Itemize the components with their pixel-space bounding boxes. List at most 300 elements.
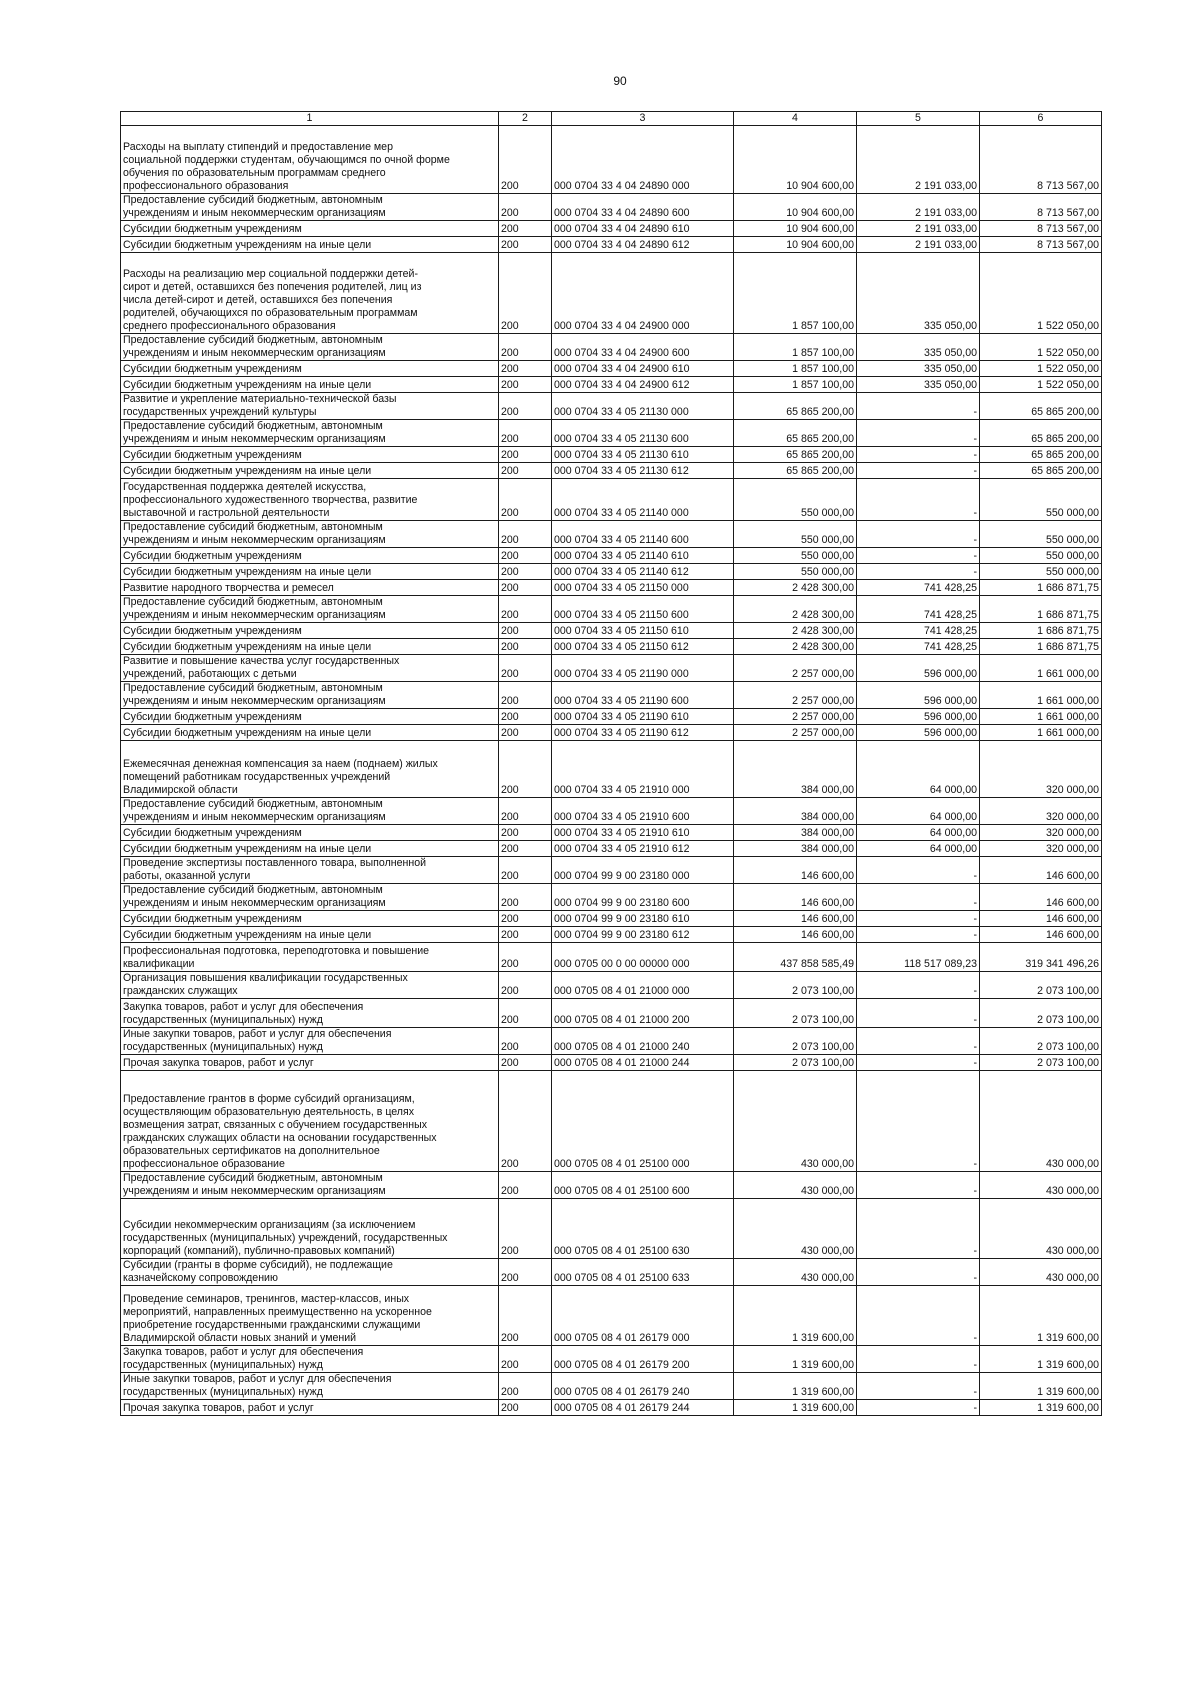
row-value-remaining: 1 319 600,00: [980, 1373, 1102, 1400]
row-value-executed: 2 191 033,00: [857, 237, 980, 253]
row-value-executed: 64 000,00: [857, 798, 980, 825]
table-row: [121, 1028, 1102, 1055]
row-kbk: 000 0704 33 4 05 21190 612: [552, 725, 734, 741]
row-kbk: 000 0704 33 4 05 21130 000: [552, 393, 734, 420]
row-value-executed: -: [857, 1373, 980, 1400]
row-code: 200: [499, 825, 552, 841]
row-kbk: 000 0705 08 4 01 21000 244: [552, 1055, 734, 1071]
row-kbk: 000 0704 33 4 05 21140 610: [552, 548, 734, 564]
row-name: Предоставление субсидий бюджетным, автономным учреждениям и иным некоммерческим организациям: [121, 521, 499, 548]
row-name: Субсидии бюджетным учреждениям: [121, 825, 499, 841]
table-row: [121, 580, 1102, 596]
row-kbk: 000 0704 33 4 05 21140 600: [552, 521, 734, 548]
row-kbk: 000 0704 33 4 05 21190 000: [552, 655, 734, 682]
column-header: 1: [121, 112, 499, 126]
row-code: 200: [499, 841, 552, 857]
row-value-remaining: 65 865 200,00: [980, 393, 1102, 420]
row-code: 200: [499, 741, 552, 798]
column-header: 6: [980, 112, 1102, 126]
row-value-executed: 335 050,00: [857, 253, 980, 334]
row-code: 200: [499, 1346, 552, 1373]
row-value-approved: 430 000,00: [734, 1172, 857, 1199]
row-value-approved: 146 600,00: [734, 884, 857, 911]
row-name: Профессиональная подготовка, переподготовка и повышение квалификации: [121, 943, 499, 972]
row-value-remaining: 550 000,00: [980, 479, 1102, 521]
row-value-executed: 596 000,00: [857, 725, 980, 741]
row-code: 200: [499, 479, 552, 521]
row-value-executed: 741 428,25: [857, 596, 980, 623]
row-name: Субсидии бюджетным учреждениям на иные цели: [121, 841, 499, 857]
row-code: 200: [499, 393, 552, 420]
row-value-executed: 2 191 033,00: [857, 194, 980, 221]
row-code: 200: [499, 798, 552, 825]
row-value-executed: -: [857, 1199, 980, 1259]
row-value-executed: -: [857, 479, 980, 521]
row-value-executed: -: [857, 1259, 980, 1286]
row-value-remaining: 146 600,00: [980, 927, 1102, 943]
row-value-approved: 384 000,00: [734, 741, 857, 798]
table-row: [121, 420, 1102, 447]
row-value-remaining: 319 341 496,26: [980, 943, 1102, 972]
row-value-remaining: 8 713 567,00: [980, 237, 1102, 253]
row-value-approved: 2 073 100,00: [734, 999, 857, 1028]
row-code: 200: [499, 447, 552, 463]
row-value-approved: 1 319 600,00: [734, 1286, 857, 1346]
row-name: Субсидии (гранты в форме субсидий), не подлежащие казначейскому сопровождению: [121, 1259, 499, 1286]
row-name: Расходы на реализацию мер социальной поддержки детей- сирот и детей, оставшихся без попечения родителей, лиц из числа детей-сирот и детей, оставшихся без попечения родителей, обучающихся по образовательным программам среднего профессионального образования: [121, 253, 499, 334]
row-value-approved: 384 000,00: [734, 841, 857, 857]
row-value-approved: 550 000,00: [734, 479, 857, 521]
row-code: 200: [499, 884, 552, 911]
row-kbk: 000 0705 08 4 01 21000 000: [552, 972, 734, 999]
row-value-executed: 335 050,00: [857, 334, 980, 361]
row-code: 200: [499, 237, 552, 253]
row-kbk: 000 0704 99 9 00 23180 000: [552, 857, 734, 884]
row-value-remaining: 320 000,00: [980, 798, 1102, 825]
row-name: Субсидии бюджетным учреждениям на иные цели: [121, 237, 499, 253]
row-value-approved: 1 857 100,00: [734, 361, 857, 377]
row-name: Предоставление субсидий бюджетным, автономным учреждениям и иным некоммерческим организациям: [121, 1172, 499, 1199]
header-row: [121, 112, 1102, 126]
row-value-executed: 64 000,00: [857, 741, 980, 798]
row-kbk: 000 0704 33 4 05 21910 000: [552, 741, 734, 798]
row-kbk: 000 0704 33 4 04 24900 000: [552, 253, 734, 334]
row-code: 200: [499, 221, 552, 237]
row-kbk: 000 0704 33 4 05 21140 612: [552, 564, 734, 580]
row-name: Субсидии бюджетным учреждениям: [121, 447, 499, 463]
row-name: Субсидии бюджетным учреждениям на иные цели: [121, 564, 499, 580]
row-code: 200: [499, 725, 552, 741]
row-value-executed: -: [857, 447, 980, 463]
row-name: Проведение экспертизы поставленного товара, выполненной работы, оказанной услуги: [121, 857, 499, 884]
row-value-approved: 65 865 200,00: [734, 463, 857, 479]
row-name: Государственная поддержка деятелей искусства, профессионального художественного творчества, развитие выставочной и гастрольной деятельности: [121, 479, 499, 521]
row-kbk: 000 0704 33 4 05 21190 600: [552, 682, 734, 709]
row-kbk: 000 0704 33 4 05 21910 610: [552, 825, 734, 841]
row-value-executed: 741 428,25: [857, 580, 980, 596]
row-kbk: 000 0705 08 4 01 21000 240: [552, 1028, 734, 1055]
row-code: 200: [499, 580, 552, 596]
row-value-remaining: 2 073 100,00: [980, 972, 1102, 999]
row-value-approved: 2 428 300,00: [734, 623, 857, 639]
row-name: Субсидии бюджетным учреждениям на иные цели: [121, 463, 499, 479]
row-kbk: 000 0704 33 4 04 24890 600: [552, 194, 734, 221]
row-kbk: 000 0704 99 9 00 23180 612: [552, 927, 734, 943]
row-code: 200: [499, 927, 552, 943]
row-code: 200: [499, 463, 552, 479]
row-value-remaining: 1 522 050,00: [980, 334, 1102, 361]
row-value-approved: 430 000,00: [734, 1071, 857, 1172]
row-code: 200: [499, 857, 552, 884]
row-name: Предоставление субсидий бюджетным, автономным учреждениям и иным некоммерческим организациям: [121, 194, 499, 221]
table-header: [121, 112, 1102, 126]
row-value-executed: -: [857, 1055, 980, 1071]
row-value-approved: 1 857 100,00: [734, 253, 857, 334]
row-value-approved: 550 000,00: [734, 564, 857, 580]
row-code: 200: [499, 655, 552, 682]
row-value-remaining: 1 319 600,00: [980, 1346, 1102, 1373]
row-value-executed: -: [857, 393, 980, 420]
row-value-approved: 550 000,00: [734, 548, 857, 564]
table-row: [121, 237, 1102, 253]
row-value-executed: 118 517 089,23: [857, 943, 980, 972]
table-row: [121, 639, 1102, 655]
row-value-remaining: 1 661 000,00: [980, 682, 1102, 709]
table-row: [121, 741, 1102, 798]
row-kbk: 000 0704 33 4 04 24890 000: [552, 126, 734, 194]
column-header: 5: [857, 112, 980, 126]
row-value-approved: 437 858 585,49: [734, 943, 857, 972]
row-value-remaining: 65 865 200,00: [980, 447, 1102, 463]
row-value-approved: 65 865 200,00: [734, 420, 857, 447]
table-row: [121, 841, 1102, 857]
row-name: Организация повышения квалификации государственных гражданских служащих: [121, 972, 499, 999]
table-row: [121, 521, 1102, 548]
row-name: Предоставление субсидий бюджетным, автономным учреждениям и иным некоммерческим организациям: [121, 682, 499, 709]
row-value-executed: -: [857, 972, 980, 999]
row-value-approved: 384 000,00: [734, 798, 857, 825]
row-code: 200: [499, 1373, 552, 1400]
row-name: Предоставление субсидий бюджетным, автономным учреждениям и иным некоммерческим организациям: [121, 798, 499, 825]
row-value-executed: -: [857, 548, 980, 564]
row-value-remaining: 550 000,00: [980, 521, 1102, 548]
row-code: 200: [499, 972, 552, 999]
row-value-approved: 2 073 100,00: [734, 972, 857, 999]
table-row: [121, 709, 1102, 725]
row-code: 200: [499, 377, 552, 393]
table-row: [121, 1346, 1102, 1373]
row-code: 200: [499, 253, 552, 334]
row-name: Предоставление субсидий бюджетным, автономным учреждениям и иным некоммерческим организациям: [121, 334, 499, 361]
table-row: [121, 725, 1102, 741]
table-row: [121, 334, 1102, 361]
row-value-approved: 10 904 600,00: [734, 221, 857, 237]
row-code: 200: [499, 1028, 552, 1055]
row-value-approved: 65 865 200,00: [734, 393, 857, 420]
row-code: 200: [499, 194, 552, 221]
row-code: 200: [499, 1055, 552, 1071]
row-code: 200: [499, 596, 552, 623]
row-kbk: 000 0705 08 4 01 26179 200: [552, 1346, 734, 1373]
table-row: [121, 548, 1102, 564]
table-row: [121, 377, 1102, 393]
row-name: Субсидии бюджетным учреждениям: [121, 361, 499, 377]
row-kbk: 000 0704 33 4 05 21910 600: [552, 798, 734, 825]
row-value-approved: 10 904 600,00: [734, 126, 857, 194]
row-value-approved: 550 000,00: [734, 521, 857, 548]
row-value-executed: -: [857, 463, 980, 479]
row-code: 200: [499, 1071, 552, 1172]
table-row: [121, 126, 1102, 194]
row-name: Закупка товаров, работ и услуг для обеспечения государственных (муниципальных) нужд: [121, 999, 499, 1028]
row-value-approved: 2 428 300,00: [734, 596, 857, 623]
row-value-remaining: 320 000,00: [980, 825, 1102, 841]
table-row: [121, 682, 1102, 709]
table-row: [121, 1259, 1102, 1286]
row-value-remaining: 8 713 567,00: [980, 126, 1102, 194]
row-value-approved: 2 257 000,00: [734, 682, 857, 709]
row-kbk: 000 0705 08 4 01 25100 630: [552, 1199, 734, 1259]
table-row: [121, 1373, 1102, 1400]
row-kbk: 000 0705 08 4 01 21000 200: [552, 999, 734, 1028]
row-value-remaining: 65 865 200,00: [980, 420, 1102, 447]
row-kbk: 000 0704 99 9 00 23180 600: [552, 884, 734, 911]
table-row: [121, 857, 1102, 884]
row-value-remaining: 1 522 050,00: [980, 377, 1102, 393]
row-value-approved: 2 257 000,00: [734, 725, 857, 741]
row-value-executed: 2 191 033,00: [857, 126, 980, 194]
row-value-remaining: 1 661 000,00: [980, 655, 1102, 682]
row-code: 200: [499, 943, 552, 972]
row-code: 200: [499, 126, 552, 194]
row-value-remaining: 2 073 100,00: [980, 999, 1102, 1028]
row-value-executed: -: [857, 564, 980, 580]
row-kbk: 000 0704 33 4 04 24900 610: [552, 361, 734, 377]
row-name: Прочая закупка товаров, работ и услуг: [121, 1400, 499, 1416]
row-value-executed: 741 428,25: [857, 639, 980, 655]
row-value-approved: 1 857 100,00: [734, 334, 857, 361]
row-kbk: 000 0704 33 4 05 21130 612: [552, 463, 734, 479]
row-name: Субсидии бюджетным учреждениям на иные цели: [121, 725, 499, 741]
table-row: [121, 825, 1102, 841]
table-row: [121, 911, 1102, 927]
row-kbk: 000 0704 33 4 05 21140 000: [552, 479, 734, 521]
row-value-remaining: 2 073 100,00: [980, 1055, 1102, 1071]
row-value-approved: 10 904 600,00: [734, 237, 857, 253]
row-value-approved: 1 319 600,00: [734, 1400, 857, 1416]
row-value-executed: -: [857, 884, 980, 911]
row-name: Субсидии бюджетным учреждениям: [121, 911, 499, 927]
row-name: Развитие и повышение качества услуг государственных учреждений, работающих с детьми: [121, 655, 499, 682]
row-value-executed: 335 050,00: [857, 377, 980, 393]
row-value-executed: 596 000,00: [857, 655, 980, 682]
row-value-approved: 1 319 600,00: [734, 1346, 857, 1373]
row-code: 200: [499, 709, 552, 725]
row-name: Субсидии бюджетным учреждениям на иные цели: [121, 377, 499, 393]
row-name: Развитие народного творчества и ремесел: [121, 580, 499, 596]
table-row: [121, 596, 1102, 623]
row-kbk: 000 0704 33 4 04 24890 612: [552, 237, 734, 253]
row-value-executed: -: [857, 911, 980, 927]
row-code: 200: [499, 682, 552, 709]
table-row: [121, 798, 1102, 825]
table-row: [121, 1172, 1102, 1199]
row-name: Закупка товаров, работ и услуг для обеспечения государственных (муниципальных) нужд: [121, 1346, 499, 1373]
row-value-remaining: 146 600,00: [980, 857, 1102, 884]
column-header: 3: [552, 112, 734, 126]
table-row: [121, 884, 1102, 911]
row-value-executed: 2 191 033,00: [857, 221, 980, 237]
row-kbk: 000 0704 33 4 05 21150 612: [552, 639, 734, 655]
row-value-remaining: 550 000,00: [980, 548, 1102, 564]
table-row: [121, 1400, 1102, 1416]
row-code: 200: [499, 420, 552, 447]
row-name: Иные закупки товаров, работ и услуг для обеспечения государственных (муниципальных) нужд: [121, 1373, 499, 1400]
table-row: [121, 479, 1102, 521]
row-kbk: 000 0705 08 4 01 25100 600: [552, 1172, 734, 1199]
row-name: Субсидии бюджетным учреждениям на иные цели: [121, 639, 499, 655]
row-kbk: 000 0705 08 4 01 26179 000: [552, 1286, 734, 1346]
row-value-executed: -: [857, 1286, 980, 1346]
row-value-approved: 2 428 300,00: [734, 580, 857, 596]
row-kbk: 000 0704 33 4 05 21130 610: [552, 447, 734, 463]
row-kbk: 000 0705 08 4 01 26179 240: [552, 1373, 734, 1400]
row-kbk: 000 0704 33 4 05 21150 000: [552, 580, 734, 596]
table-row: [121, 1199, 1102, 1259]
row-value-remaining: 1 686 871,75: [980, 580, 1102, 596]
row-value-approved: 430 000,00: [734, 1259, 857, 1286]
row-value-approved: 10 904 600,00: [734, 194, 857, 221]
table-row: [121, 463, 1102, 479]
row-name: Предоставление грантов в форме субсидий организациям, осуществляющим образовательную деятельность, в целях возмещения затрат, связанных с обучением государственных гражданских служащих области на основании государственных образовательных сертификатов на дополнительное профессиональное образование: [121, 1071, 499, 1172]
row-value-approved: 2 428 300,00: [734, 639, 857, 655]
row-value-executed: 64 000,00: [857, 825, 980, 841]
row-value-executed: -: [857, 420, 980, 447]
table-row: [121, 1055, 1102, 1071]
table-row: [121, 1071, 1102, 1172]
table-row: [121, 221, 1102, 237]
row-code: 200: [499, 1286, 552, 1346]
row-name: Иные закупки товаров, работ и услуг для обеспечения государственных (муниципальных) нужд: [121, 1028, 499, 1055]
table-row: [121, 927, 1102, 943]
row-value-remaining: 1 661 000,00: [980, 709, 1102, 725]
row-name: Субсидии некоммерческим организациям (за исключением государственных (муниципальных) учреждений, государственных корпораций (компаний), публично-правовых компаний): [121, 1199, 499, 1259]
row-name: Проведение семинаров, тренингов, мастер-классов, иных мероприятий, направленных преимущественно на ускоренное приобретение государственными гражданскими служащими Владимирской области новых знаний и умений: [121, 1286, 499, 1346]
row-value-remaining: 430 000,00: [980, 1199, 1102, 1259]
row-code: 200: [499, 1172, 552, 1199]
row-value-remaining: 320 000,00: [980, 741, 1102, 798]
table-row: [121, 361, 1102, 377]
row-value-approved: 2 073 100,00: [734, 1055, 857, 1071]
row-kbk: 000 0704 33 4 04 24900 600: [552, 334, 734, 361]
table-row: [121, 972, 1102, 999]
row-name: Предоставление субсидий бюджетным, автономным учреждениям и иным некоммерческим организациям: [121, 420, 499, 447]
row-code: 200: [499, 1199, 552, 1259]
row-code: 200: [499, 361, 552, 377]
row-value-executed: -: [857, 999, 980, 1028]
row-value-remaining: 430 000,00: [980, 1172, 1102, 1199]
row-value-remaining: 1 686 871,75: [980, 623, 1102, 639]
row-value-remaining: 146 600,00: [980, 911, 1102, 927]
row-code: 200: [499, 1259, 552, 1286]
table-body: [121, 126, 1102, 1416]
row-value-executed: -: [857, 927, 980, 943]
row-value-approved: 1 319 600,00: [734, 1373, 857, 1400]
row-kbk: 000 0704 33 4 05 21910 612: [552, 841, 734, 857]
row-value-remaining: 320 000,00: [980, 841, 1102, 857]
row-value-approved: 2 257 000,00: [734, 655, 857, 682]
row-code: 200: [499, 639, 552, 655]
row-kbk: 000 0704 33 4 05 21190 610: [552, 709, 734, 725]
row-value-executed: 741 428,25: [857, 623, 980, 639]
row-value-executed: -: [857, 1028, 980, 1055]
row-value-remaining: 1 522 050,00: [980, 253, 1102, 334]
row-value-remaining: 8 713 567,00: [980, 221, 1102, 237]
table-row: [121, 393, 1102, 420]
row-kbk: 000 0704 33 4 04 24900 612: [552, 377, 734, 393]
row-value-approved: 2 073 100,00: [734, 1028, 857, 1055]
row-kbk: 000 0704 33 4 05 21150 610: [552, 623, 734, 639]
row-value-remaining: 550 000,00: [980, 564, 1102, 580]
row-kbk: 000 0705 08 4 01 26179 244: [552, 1400, 734, 1416]
row-name: Субсидии бюджетным учреждениям: [121, 709, 499, 725]
table-row: [121, 253, 1102, 334]
row-name: Предоставление субсидий бюджетным, автономным учреждениям и иным некоммерческим организациям: [121, 884, 499, 911]
row-name: Предоставление субсидий бюджетным, автономным учреждениям и иным некоммерческим организациям: [121, 596, 499, 623]
row-value-executed: 335 050,00: [857, 361, 980, 377]
row-value-remaining: 430 000,00: [980, 1259, 1102, 1286]
row-value-remaining: 8 713 567,00: [980, 194, 1102, 221]
row-value-approved: 2 257 000,00: [734, 709, 857, 725]
row-name: Расходы на выплату стипендий и предоставление мер социальной поддержки студентам, обучающимся по очной форме обучения по образовательным программам среднего профессионального образования: [121, 126, 499, 194]
row-value-remaining: 430 000,00: [980, 1071, 1102, 1172]
row-code: 200: [499, 623, 552, 639]
column-header: 4: [734, 112, 857, 126]
row-value-executed: -: [857, 1172, 980, 1199]
row-value-approved: 146 600,00: [734, 911, 857, 927]
table-row: [121, 655, 1102, 682]
row-kbk: 000 0705 00 0 00 00000 000: [552, 943, 734, 972]
row-value-remaining: 1 522 050,00: [980, 361, 1102, 377]
row-value-remaining: 2 073 100,00: [980, 1028, 1102, 1055]
table-row: [121, 564, 1102, 580]
row-value-approved: 146 600,00: [734, 857, 857, 884]
table-row: [121, 999, 1102, 1028]
table-row: [121, 943, 1102, 972]
row-name: Субсидии бюджетным учреждениям: [121, 221, 499, 237]
row-value-executed: -: [857, 1071, 980, 1172]
table-row: [121, 194, 1102, 221]
table-row: [121, 623, 1102, 639]
row-name: Субсидии бюджетным учреждениям на иные цели: [121, 927, 499, 943]
row-value-approved: 430 000,00: [734, 1199, 857, 1259]
table-row: [121, 447, 1102, 463]
column-header: 2: [499, 112, 552, 126]
row-value-executed: 596 000,00: [857, 682, 980, 709]
row-value-approved: 146 600,00: [734, 927, 857, 943]
row-code: 200: [499, 999, 552, 1028]
row-code: 200: [499, 564, 552, 580]
row-value-approved: 1 857 100,00: [734, 377, 857, 393]
row-name: Развитие и укрепление материально-технической базы государственных учреждений культуры: [121, 393, 499, 420]
row-code: 200: [499, 521, 552, 548]
row-name: Субсидии бюджетным учреждениям: [121, 623, 499, 639]
row-code: 200: [499, 1400, 552, 1416]
row-value-executed: -: [857, 521, 980, 548]
row-code: 200: [499, 548, 552, 564]
row-value-remaining: 65 865 200,00: [980, 463, 1102, 479]
row-kbk: 000 0704 99 9 00 23180 610: [552, 911, 734, 927]
